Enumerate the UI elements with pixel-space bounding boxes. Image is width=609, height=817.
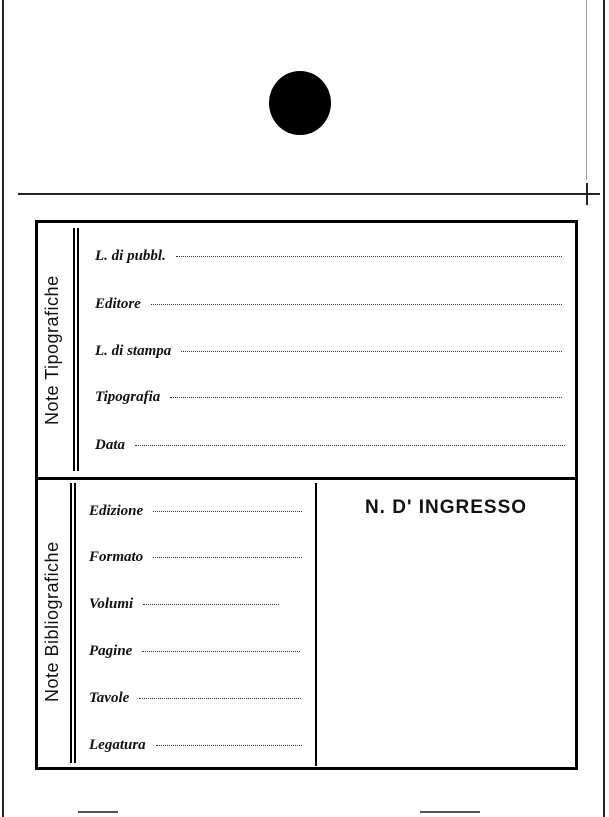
field-label: L. di pubbl. (95, 248, 166, 264)
fold-line (18, 193, 600, 195)
paper-left-edge (2, 0, 4, 817)
dotted-line (170, 396, 562, 398)
field-pagine (89, 643, 300, 660)
field-label: Formato (89, 549, 144, 565)
paper-right-edge (603, 0, 605, 817)
numero-ingresso-label: N. D' INGRESSO (364, 497, 528, 518)
card-border-right (575, 220, 578, 770)
dotted-line (139, 697, 301, 699)
bibliographic-column-divider (315, 483, 317, 766)
paper-right-inner-edge (586, 0, 587, 180)
section-label-bibliografiche: Note Bibliografiche (42, 541, 62, 703)
field-luogo-stampa (95, 343, 562, 360)
dotted-line (142, 650, 300, 652)
card-border-bottom (35, 767, 578, 770)
label-rule-bottom-a (70, 483, 72, 763)
field-label: Tipografia (95, 389, 161, 405)
card-border-left (35, 220, 38, 770)
field-edizione (89, 503, 302, 520)
field-label: Tavole (89, 690, 130, 706)
field-label: Legatura (89, 737, 146, 753)
stray-mark (78, 811, 118, 813)
field-editore (95, 296, 562, 313)
label-rule-bottom-b (74, 483, 76, 763)
section-label-tipografiche: Note Tipografiche (42, 275, 62, 425)
field-label: Volumi (89, 596, 134, 612)
label-rule-top-b (77, 228, 79, 471)
section-divider (38, 477, 575, 480)
field-legatura (89, 737, 302, 754)
field-tipografia (95, 389, 562, 406)
dotted-line (153, 556, 302, 558)
label-rule-top-a (73, 228, 75, 471)
field-label: L. di stampa (95, 343, 172, 359)
dotted-line (135, 444, 565, 446)
field-volumi (89, 596, 279, 613)
dotted-line (176, 255, 562, 257)
dotted-line (181, 350, 562, 352)
stray-mark (420, 811, 480, 813)
dotted-line (151, 303, 562, 305)
field-label: Data (95, 437, 125, 453)
field-label: Editore (95, 296, 141, 312)
dotted-line (156, 744, 302, 746)
field-label: Pagine (89, 643, 133, 659)
dotted-line (153, 510, 302, 512)
field-tavole (89, 690, 301, 707)
field-data (95, 437, 565, 454)
punch-hole (269, 71, 331, 135)
fold-tick (586, 183, 588, 205)
field-label: Edizione (89, 503, 144, 519)
field-luogo-pubblicazione (95, 248, 562, 265)
card-border-top (35, 220, 578, 223)
dotted-line (143, 603, 279, 605)
field-formato (89, 549, 302, 566)
